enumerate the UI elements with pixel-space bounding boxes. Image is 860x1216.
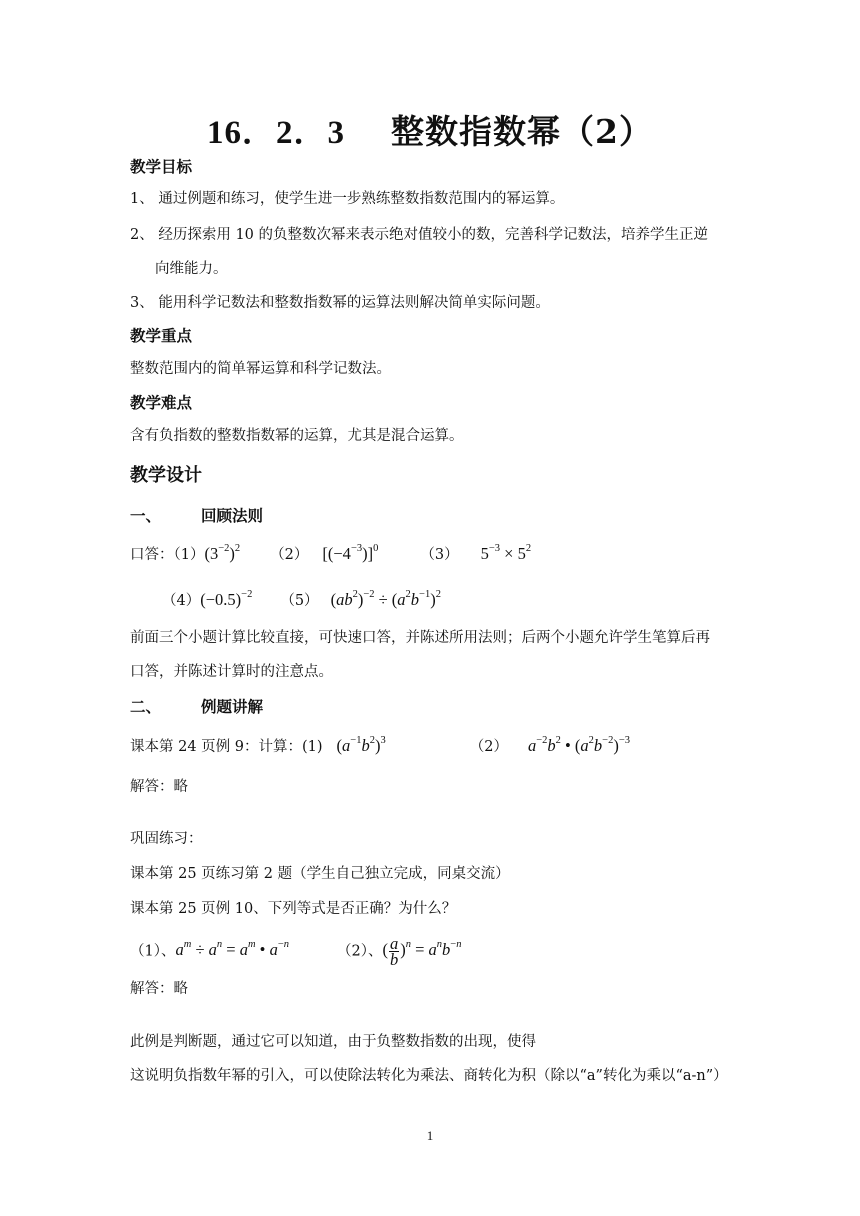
q4-expression: $(-0.5)^{-2}$ <box>200 589 253 609</box>
page-title <box>0 106 860 153</box>
key-points-heading: 教学重点 <box>130 326 193 345</box>
answer-1: 解答：略 <box>130 779 188 795</box>
objective-item-3: 3、 能用科学记数法和整数指数幂的运算法则解决简单实际问题。 <box>130 295 550 311</box>
oral-label: 口答： <box>130 547 174 563</box>
objective-item-1: 1、 通过例题和练习，使学生进一步熟练整数指数范围内的幂运算。 <box>130 191 565 207</box>
objectives-heading: 教学目标 <box>130 157 193 176</box>
example9-q2-expression: $a^{-2}b^2$ • $(a^2b^{-2})^{-3}$ <box>527 735 630 755</box>
ex10-q2-label: （2）、 <box>337 943 383 960</box>
q4-label: （4） <box>162 593 201 609</box>
section1-note-line-1: 前面三个小题计算比较直接，可快速口答，并陈述所用法则；后两个小题允许学生笔算后再 <box>130 630 710 646</box>
ex10-q2-expression: ( $\frac{a}{b}$ )$^n = a^nb^{-n}$ <box>382 934 462 969</box>
title-number: 16．2．3 <box>207 115 346 151</box>
section2-title: 例题讲解 <box>201 697 264 716</box>
practice-line: 课本第 25 页练习第 2 题（学生自己独立完成，同桌交流） <box>130 866 510 882</box>
section2-number: 二、 <box>130 697 162 716</box>
example9-label: 课本第 24 页例 9：计算：(1) <box>130 739 323 755</box>
practice-label: 巩固练习： <box>130 831 203 847</box>
section1-number: 一、 <box>130 506 162 525</box>
example10-row <box>130 936 461 967</box>
q1-label: （1） <box>173 547 205 563</box>
q1-expression: $(3^{-2})^2$ <box>204 543 241 563</box>
closing-line-2: 这说明负指数年幂的引入，可以使除法转化为乘法、商转化为积（除以“a”转化为乘以“a-n”） <box>130 1068 728 1084</box>
difficulties-text: 含有负指数的整数指数幂的运算，尤其是混合运算。 <box>130 428 464 444</box>
oral-questions-row-1 <box>130 544 531 565</box>
example9-row <box>130 736 630 757</box>
page-number: 1 <box>426 1128 434 1143</box>
ex10-q1-label: （1）、 <box>130 943 176 960</box>
example9-q2-label: （2） <box>469 739 508 755</box>
section1-title: 回顾法则 <box>201 506 264 525</box>
section1-note-line-2: 口答，并陈述计算时的注意点。 <box>130 664 333 680</box>
objective-item-2-continued: 向维能力。 <box>155 261 228 277</box>
q2-expression: $[(-4^{-3})]^0$ <box>322 543 379 563</box>
example9-q1-expression: $(a^{-1}b^2)^3$ <box>336 735 386 755</box>
q5-expression: $(ab^2)^{-2} \div (a^2b^{-1})^2$ <box>330 589 441 609</box>
q2-label: （2） <box>270 547 309 563</box>
ex10-q1-expression: $a^m \div a^n = a^m$ • $a^{-n}$ <box>175 939 289 960</box>
design-heading: 教学设计 <box>130 465 202 486</box>
q5-label: （5） <box>280 593 319 609</box>
q3-expression: $5^{-3} \times 5^2$ <box>480 543 532 563</box>
q3-label: （3） <box>420 547 459 563</box>
objective-item-2: 2、 经历探索用 10 的负整数次幂来表示绝对值较小的数，完善科学记数法，培养学生正逆 <box>130 227 708 243</box>
section1-heading <box>130 506 263 526</box>
answer-2: 解答：略 <box>130 981 188 997</box>
closing-line-1: 此例是判断题，通过它可以知道，由于负整数指数的出现，使得 <box>130 1034 536 1050</box>
example10-label: 课本第 25 页例 10、下列等式是否正确？为什么？ <box>130 901 457 917</box>
section2-heading <box>130 697 263 717</box>
oral-questions-row-2 <box>162 590 441 611</box>
title-text: 整数指数幂（2） <box>391 112 653 151</box>
key-points-text: 整数范围内的简单幂运算和科学记数法。 <box>130 361 391 377</box>
difficulties-heading: 教学难点 <box>130 393 193 412</box>
